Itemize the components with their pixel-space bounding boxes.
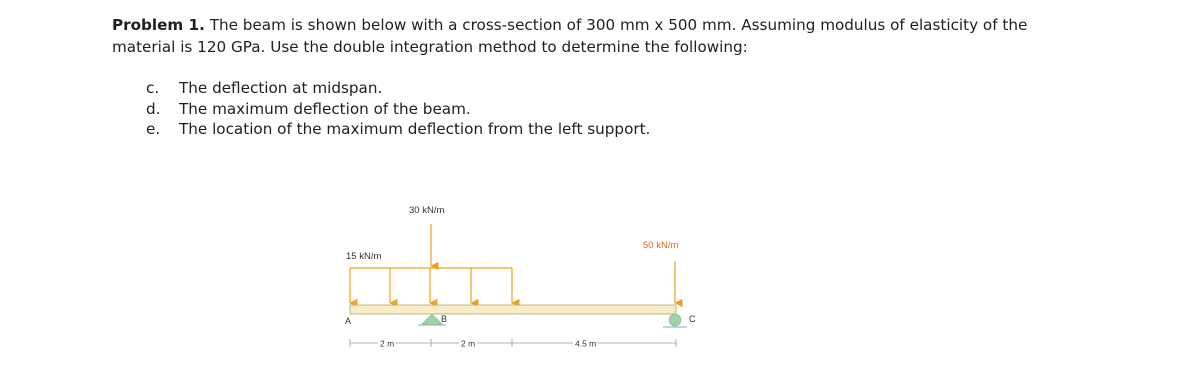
dim-label-3: 4.5 m bbox=[575, 338, 597, 349]
dim-label-1: 2 m bbox=[380, 338, 395, 349]
problem-text: The beam is shown below with a cross-section of 300 mm x 500 mm. Assuming modulus of elasticity of the material is 120 GPa. Use the double integration method to determine the following: bbox=[112, 16, 1028, 56]
beam bbox=[350, 305, 676, 314]
load-label-c: 50 kN/m bbox=[643, 240, 679, 251]
label-c: C bbox=[689, 314, 696, 324]
dim-label-2: 2 m bbox=[461, 338, 476, 349]
question-letter: d. bbox=[146, 99, 161, 118]
question-text: The location of the maximum deflection from the left support. bbox=[179, 120, 651, 138]
roller-support-c bbox=[669, 314, 681, 326]
question-letter: c. bbox=[146, 79, 160, 97]
load-label-udl: 15 kN/m bbox=[346, 251, 382, 262]
question-text: The deflection at midspan. bbox=[179, 79, 383, 97]
question-text: The maximum deflection of the beam. bbox=[179, 99, 471, 118]
distributed-load bbox=[350, 268, 512, 303]
label-a: A bbox=[345, 316, 352, 326]
dimension-line bbox=[350, 338, 676, 348]
pin-support-b bbox=[422, 314, 442, 324]
load-label-b: 30 kN/m bbox=[409, 205, 445, 216]
question-letter: e. bbox=[146, 120, 161, 138]
label-b: B bbox=[441, 314, 448, 324]
problem-heading: Problem 1. bbox=[112, 16, 205, 34]
